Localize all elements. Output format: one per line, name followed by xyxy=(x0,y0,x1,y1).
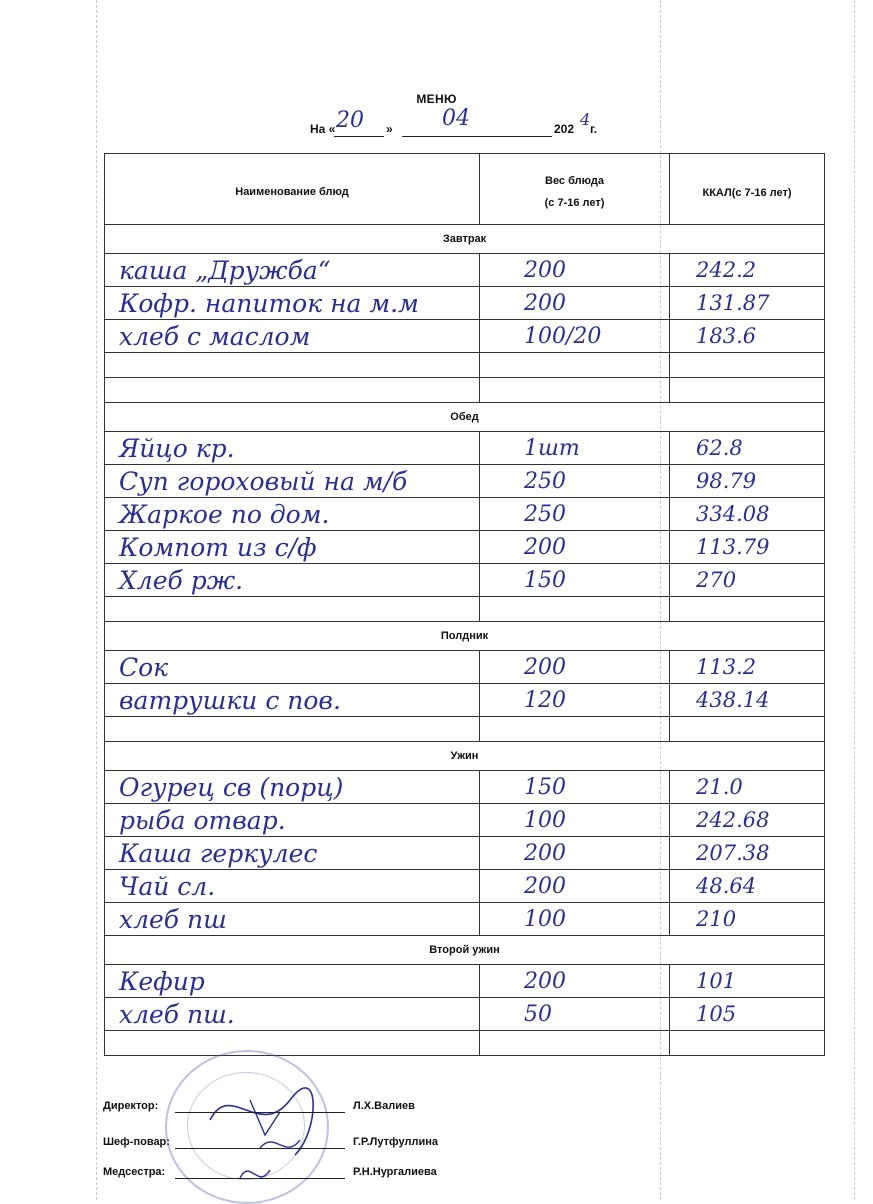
signature-role: Медсестра: xyxy=(103,1166,166,1178)
dish-kcal: 207.38 xyxy=(670,837,825,870)
table-row xyxy=(105,804,825,837)
dish-name: Компот из с/ф xyxy=(105,531,480,564)
dish-name: Яйцо кр. xyxy=(105,432,480,465)
month-underline xyxy=(402,136,552,137)
signature-role: Шеф-повар: xyxy=(103,1136,170,1148)
col-kcal-header: ККАЛ(с 7-16 лет) xyxy=(670,154,825,225)
dish-weight: 200 xyxy=(480,870,670,903)
table-row xyxy=(105,998,825,1031)
table-row xyxy=(105,837,825,870)
day-underline xyxy=(334,136,384,137)
dish-weight: 100/20 xyxy=(480,320,670,353)
dish-weight: 200 xyxy=(480,531,670,564)
dish-weight: 250 xyxy=(480,465,670,498)
dish-kcal: 113.2 xyxy=(670,651,825,684)
dish-name: Огурец св (порц) xyxy=(105,771,480,804)
year-suffix: г. xyxy=(590,122,598,136)
date-prefix: На « xyxy=(310,122,336,136)
dish-kcal: 242.68 xyxy=(670,804,825,837)
empty-row xyxy=(105,717,825,742)
dish-name: Чай сл. xyxy=(105,870,480,903)
dish-weight: 50 xyxy=(480,998,670,1031)
signature-line xyxy=(175,1178,345,1179)
signature-name: Р.Н.Нургалиева xyxy=(353,1166,437,1178)
date-quote: » xyxy=(386,122,393,136)
signature-name: Л.Х.Валиев xyxy=(353,1100,415,1112)
dish-kcal: 131.87 xyxy=(670,287,825,320)
col-weight-title: Вес блюда xyxy=(545,175,604,187)
signature-scribbles xyxy=(170,1060,340,1200)
table-row xyxy=(105,287,825,320)
signature-role: Директор: xyxy=(103,1100,159,1112)
dish-name: Кофр. напиток на м.м xyxy=(105,287,480,320)
table-row xyxy=(105,965,825,998)
section-title: Завтрак xyxy=(105,225,825,254)
section-title: Обед xyxy=(105,403,825,432)
scan-artifact xyxy=(96,0,97,1200)
signature-line xyxy=(175,1148,345,1149)
section-title: Полдник xyxy=(105,622,825,651)
dish-weight: 100 xyxy=(480,804,670,837)
date-day: 20 xyxy=(336,108,364,133)
dish-kcal: 270 xyxy=(670,564,825,597)
dish-kcal: 438.14 xyxy=(670,684,825,717)
section-title: Второй ужин xyxy=(105,936,825,965)
dish-name: ватрушки с пов. xyxy=(105,684,480,717)
dish-kcal: 242.2 xyxy=(670,254,825,287)
dish-kcal: 101 xyxy=(670,965,825,998)
dish-weight: 150 xyxy=(480,564,670,597)
year-digit: 4 xyxy=(580,110,591,129)
empty-row xyxy=(105,378,825,403)
menu-table xyxy=(104,153,825,1056)
dish-weight: 200 xyxy=(480,965,670,998)
table-row xyxy=(105,498,825,531)
dish-kcal: 183.6 xyxy=(670,320,825,353)
table-row xyxy=(105,870,825,903)
col-weight-subtitle: (с 7-16 лет) xyxy=(544,197,605,209)
table-row xyxy=(105,684,825,717)
table-row xyxy=(105,771,825,804)
dish-weight: 100 xyxy=(480,903,670,936)
table-row xyxy=(105,432,825,465)
date-month: 04 xyxy=(442,106,470,131)
dish-kcal: 105 xyxy=(670,998,825,1031)
empty-row xyxy=(105,597,825,622)
dish-weight: 200 xyxy=(480,287,670,320)
dish-name: хлеб с маслом xyxy=(105,320,480,353)
dish-name: Каша геркулес xyxy=(105,837,480,870)
dish-name: Кефир xyxy=(105,965,480,998)
dish-name: хлеб пш xyxy=(105,903,480,936)
scan-artifact xyxy=(854,0,855,1200)
table-row xyxy=(105,254,825,287)
table-row xyxy=(105,564,825,597)
section-title: Ужин xyxy=(105,742,825,771)
dish-weight: 150 xyxy=(480,771,670,804)
table-row xyxy=(105,320,825,353)
year-prefix: 202 xyxy=(554,122,575,136)
dish-name: Сок xyxy=(105,651,480,684)
signature-name: Г.Р.Лутфуллина xyxy=(353,1136,438,1148)
document-title: МЕНЮ xyxy=(416,92,457,106)
dish-weight: 120 xyxy=(480,684,670,717)
dish-kcal: 113.79 xyxy=(670,531,825,564)
dish-name: каша „Дружба“ xyxy=(105,254,480,287)
dish-name: рыба отвар. xyxy=(105,804,480,837)
dish-kcal: 334.08 xyxy=(670,498,825,531)
col-weight-header xyxy=(480,154,670,225)
dish-weight: 1шт xyxy=(480,432,670,465)
dish-kcal: 62.8 xyxy=(670,432,825,465)
table-row xyxy=(105,903,825,936)
dish-weight: 200 xyxy=(480,837,670,870)
dish-name: Жаркое по дом. xyxy=(105,498,480,531)
dish-name: хлеб пш. xyxy=(105,998,480,1031)
table-header xyxy=(105,154,825,225)
dish-kcal: 21.0 xyxy=(670,771,825,804)
table-row xyxy=(105,465,825,498)
col-name-header: Наименование блюд xyxy=(105,154,480,225)
dish-weight: 200 xyxy=(480,651,670,684)
dish-kcal: 210 xyxy=(670,903,825,936)
table-row xyxy=(105,651,825,684)
empty-row xyxy=(105,353,825,378)
dish-name: Хлеб рж. xyxy=(105,564,480,597)
table-row xyxy=(105,531,825,564)
dish-kcal: 48.64 xyxy=(670,870,825,903)
dish-name: Суп гороховый на м/б xyxy=(105,465,480,498)
dish-weight: 250 xyxy=(480,498,670,531)
dish-kcal: 98.79 xyxy=(670,465,825,498)
dish-weight: 200 xyxy=(480,254,670,287)
empty-row xyxy=(105,1031,825,1056)
signature-line xyxy=(175,1112,345,1113)
